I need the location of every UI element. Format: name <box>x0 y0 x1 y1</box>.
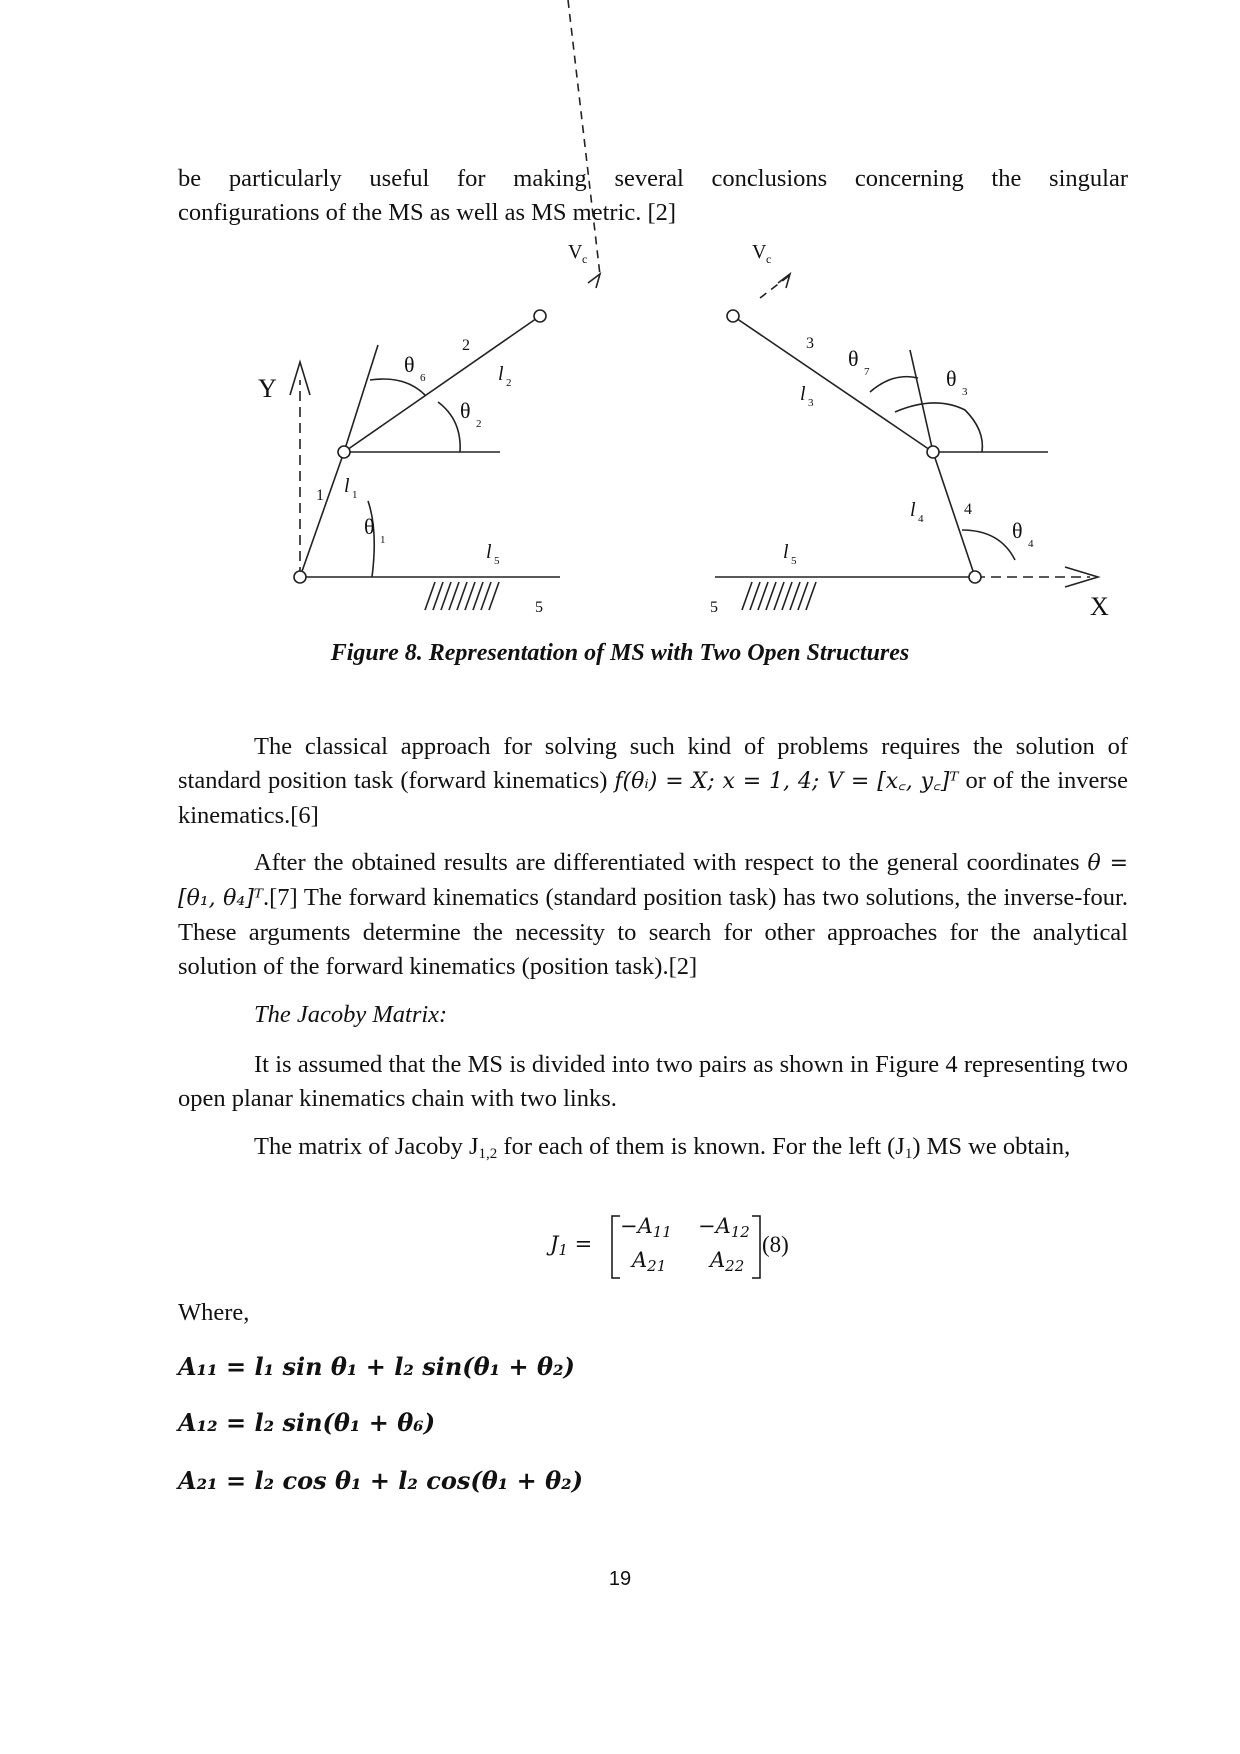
label-l1: l <box>344 475 350 497</box>
arc-theta4 <box>962 530 1015 560</box>
paragraph-2-math: θ = [θ₁, θ₄]ᵀ <box>178 851 1128 911</box>
para4-text1: The matrix of Jacoby J <box>254 1133 479 1160</box>
label-theta1: θ <box>364 514 375 539</box>
svg-text:4: 4 <box>1028 538 1034 550</box>
paragraph-classical-approach <box>178 730 1128 833</box>
label-theta6: θ <box>404 352 415 377</box>
arc-theta1 <box>368 501 374 577</box>
label-l2: l <box>498 363 504 385</box>
y-axis-arrow <box>290 362 310 395</box>
where-label: Where, <box>178 1299 250 1326</box>
joint-ground-left <box>294 571 306 583</box>
section-heading-jacoby: The Jacoby Matrix: <box>254 1001 448 1028</box>
eq8-a22: $A_{22}$ <box>710 1248 745 1275</box>
paragraph-jacoby-matrix <box>178 1130 1128 1164</box>
joint-right-middle <box>927 446 939 458</box>
mechanism-figure <box>0 0 1240 640</box>
x-axis-arrow <box>1065 567 1098 587</box>
label-l3: l <box>800 383 806 405</box>
label-link-5-right: 5 <box>710 599 718 616</box>
label-theta4: θ <box>1012 518 1023 543</box>
svg-text:c: c <box>582 252 588 266</box>
para4-text3: ) MS we obtain, <box>912 1133 1071 1160</box>
arc-theta2 <box>438 402 460 452</box>
label-l5-left: l <box>486 541 492 563</box>
label-link-3: 3 <box>806 335 814 352</box>
label-link-2: 2 <box>462 337 470 354</box>
label-l4: l <box>910 499 916 521</box>
vc-arrow-right <box>760 275 790 298</box>
paragraph-2-text2: .[7] The forward kinematics (standard position task) has two solutions, the inverse-four. These arguments determine the necessity to search for other approaches for the analytical solution of the forward kinematics (position task).[2] <box>178 884 1128 980</box>
paragraph-1-text: The classical approach for solving such kind of problems requires the solution of standard position task (forward kinematics) <box>178 733 1128 794</box>
svg-text:1: 1 <box>352 489 358 501</box>
paragraph-ms-division: It is assumed that the MS is divided into two pairs as shown in Figure 4 representing two open planar kinematics chain with two links. <box>178 1051 1128 1112</box>
svg-text:3: 3 <box>808 397 814 409</box>
svg-text:6: 6 <box>420 372 426 384</box>
intro-line-1: be particularly useful for making several conclusions concerning the singular <box>178 165 1128 192</box>
label-vc-right: V <box>752 241 767 263</box>
arc-theta3 <box>895 403 982 452</box>
label-theta2: θ <box>460 398 471 423</box>
svg-text:2: 2 <box>506 377 512 389</box>
paragraph-1-after: or of the inverse kinematics.[6] <box>178 767 1128 829</box>
vc-arrow-left <box>568 0 600 275</box>
paragraph-differentiation <box>178 846 1128 984</box>
svg-text:5: 5 <box>494 555 500 567</box>
extension-line-right <box>910 350 933 452</box>
svg-text:5: 5 <box>791 555 797 567</box>
svg-text:2: 2 <box>476 418 482 430</box>
joint-left-endpoint <box>534 310 546 322</box>
figure-caption: Figure 8. Representation of MS with Two Open Structures <box>330 640 910 666</box>
joint-left-middle <box>338 446 350 458</box>
label-l5-right: l <box>783 541 789 563</box>
link-3 <box>733 316 933 452</box>
joint-right-endpoint <box>727 310 739 322</box>
svg-text:3: 3 <box>962 386 968 398</box>
label-x-axis: X <box>1090 592 1109 621</box>
paragraph-1-math: f(θᵢ) = X; x = 1, 4; V = [x꜀, y꜀]ᵀ <box>614 769 959 794</box>
link-1 <box>300 452 344 577</box>
ground-hatch-left <box>425 582 499 610</box>
equation-a21: A₂₁ = l₂ cos θ₁ + l₂ cos(θ₁ + θ₂) <box>178 1466 583 1495</box>
eq8-number: (8) <box>762 1232 789 1257</box>
equation-a11: A₁₁ = l₁ sin θ₁ + l₂ sin(θ₁ + θ₂) <box>178 1352 575 1381</box>
label-y-axis: Y <box>258 374 277 403</box>
label-vc-left: V <box>568 241 583 263</box>
joint-ground-right <box>969 571 981 583</box>
para4-sub2: 1 <box>904 1146 913 1162</box>
label-link-5-left: 5 <box>535 599 543 616</box>
eq8-lhs: $J_1$ = <box>550 1232 593 1259</box>
eq8-a11: $-A_{11}$ <box>620 1214 672 1241</box>
label-link-4: 4 <box>964 501 972 518</box>
eq8-a12: $-A_{12}$ <box>698 1214 750 1241</box>
arc-theta6 <box>370 379 425 395</box>
para4-text2: for each of them is known. For the left (J <box>497 1133 905 1160</box>
paragraph-2-text1: After the obtained results are differentiated with respect to the general coordinates <box>254 849 1088 876</box>
extension-line-left <box>344 345 378 452</box>
equation-8 <box>550 1212 820 1282</box>
label-link-1: 1 <box>316 487 324 504</box>
eq8-a21: $A_{21}$ <box>632 1248 667 1275</box>
svg-text:4: 4 <box>918 513 924 525</box>
ground-hatch-right <box>742 582 816 610</box>
equation-a12: A₁₂ = l₂ sin(θ₁ + θ₆) <box>178 1408 436 1437</box>
page-number: 19 <box>608 1568 632 1590</box>
svg-text:c: c <box>766 252 772 266</box>
label-theta3: θ <box>946 366 957 391</box>
intro-line-2: configurations of the MS as well as MS metric. [2] <box>178 199 677 226</box>
svg-text:7: 7 <box>864 366 870 378</box>
arc-theta7 <box>870 377 918 392</box>
svg-text:1: 1 <box>380 534 386 546</box>
para4-sub: 1,2 <box>478 1146 498 1162</box>
label-theta7: θ <box>848 346 859 371</box>
